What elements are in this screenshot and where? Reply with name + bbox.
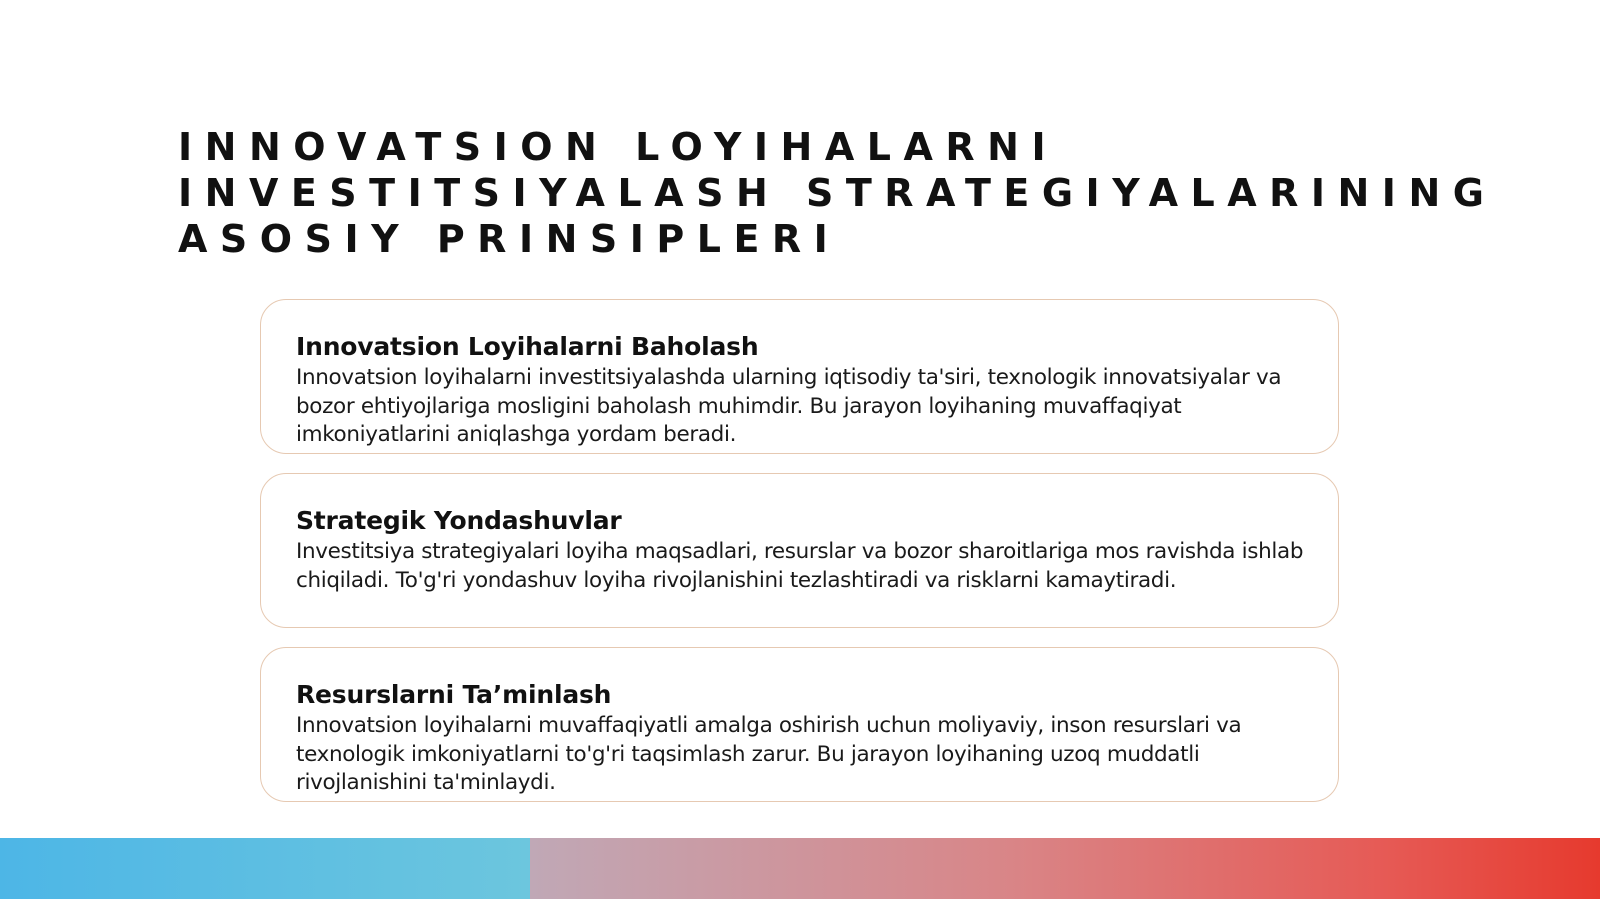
card-heading: Resurslarni Ta’minlash: [296, 680, 612, 709]
decorative-gradient-band: [0, 838, 1600, 899]
card-heading: Innovatsion Loyihalarni Baholash: [296, 332, 759, 361]
band-blue-segment: [0, 838, 530, 899]
slide-title: [178, 124, 1578, 262]
title-line-3: ASOSIY PRINSIPLERI: [178, 217, 841, 261]
principle-card-evaluation: [260, 299, 1339, 454]
title-line-1: INNOVATSION LOYIHALARNI: [178, 125, 1059, 169]
principle-card-strategy: [260, 473, 1339, 628]
principle-card-resources: [260, 647, 1339, 802]
principles-list: [260, 299, 1339, 802]
card-text: Investitsiya strategiyalari loyiha maqsadlari, resurslar va bozor sharoitlariga mos ravishda ishlab chiqiladi. To'g'ri yondashuv loyiha rivojlanishini tezlashtiradi va risklarni kamaytiradi.: [296, 539, 1304, 593]
card-text: Innovatsion loyihalarni muvaffaqiyatli amalga oshirish uchun moliyaviy, inson resurslari va texnologik imkoniyatlarni to'g'ri taqsimlash zarur. Bu jarayon loyihaning uzoq muddatli rivojlanishini ta'minlaydi.: [296, 713, 1242, 795]
title-line-2: INVESTITSIYALASH STRATEGIYALARINING: [178, 171, 1497, 215]
card-text: Innovatsion loyihalarni investitsiyalashda ularning iqtisodiy ta'siri, texnologik innovatsiyalar va bozor ehtiyojlariga mosligini baholash muhimdir. Bu jarayon loyihaning muvaffaqiyat imkoniyatlarini aniqlashga yordam beradi.: [296, 365, 1282, 447]
card-heading: Strategik Yondashuvlar: [296, 506, 622, 535]
band-red-segment: [530, 838, 1600, 899]
